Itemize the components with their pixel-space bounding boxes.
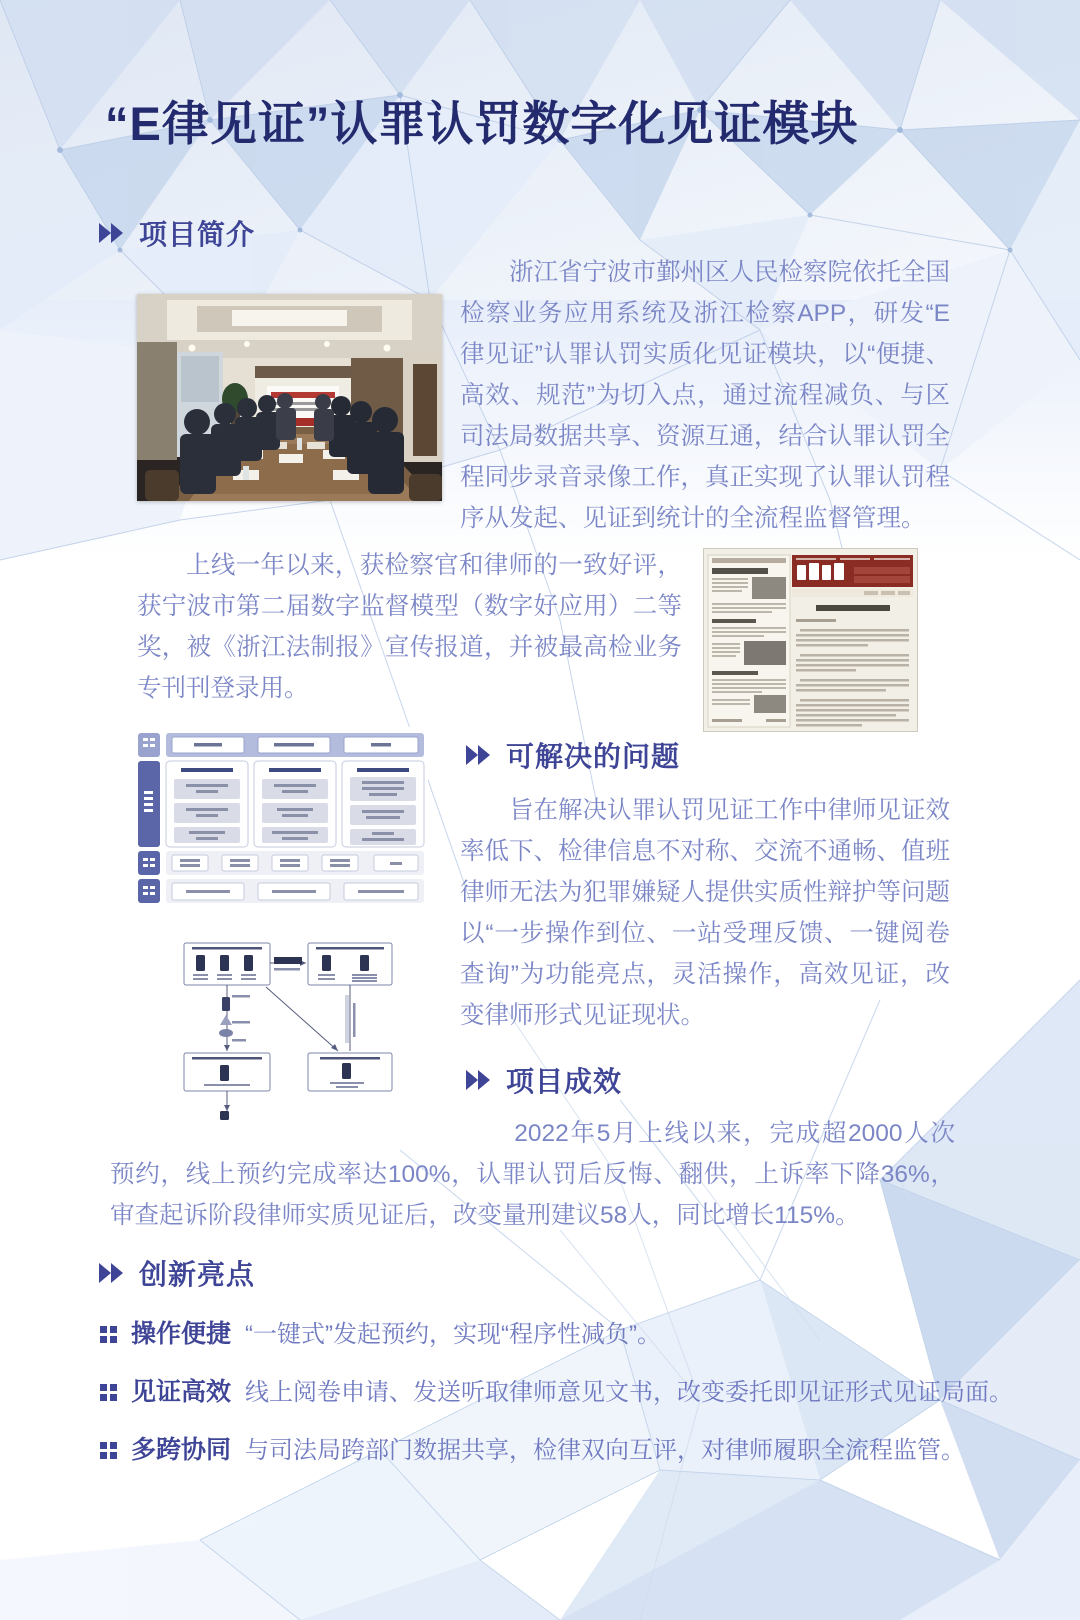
highlight-item-2 xyxy=(100,1372,1013,1408)
highlight-text: “一键式”发起预约，实现“程序性减负”。 xyxy=(245,1321,661,1348)
system-architecture-diagram xyxy=(134,727,428,907)
section-heading-problems xyxy=(465,735,680,775)
intro-paragraph-1: 浙江省宁波市鄞州区人民检察院依托全国检察业务应用系统及浙江检察APP，研发“E律见证”认罪认罚实质化见证模块，以“便捷、高效、规范”为切入点，通过流程减负、与区司法局数据共享、资源互通，结合认罪认罚全程同步录音录像工作，真正实现了认罪认罚程序从发起、见证到统计的全流程监督管理。 xyxy=(460,259,950,532)
newspaper-clipping xyxy=(703,548,918,732)
section-label: 项目简介 xyxy=(139,219,256,250)
double-chevron-right-icon xyxy=(465,1067,495,1093)
four-dot-square-icon xyxy=(100,1384,117,1402)
section-heading-results xyxy=(465,1060,622,1100)
highlight-text: 线上阅卷申请、发送听取律师意见文书，改变委托即见证形式见证局面。 xyxy=(245,1379,1014,1406)
business-flow-diagram xyxy=(170,925,405,1120)
double-chevron-right-icon xyxy=(98,1260,128,1286)
results-paragraph: 2022年5月上线以来，完成超2000人次预约，线上预约完成率达100%，认罪认罚后反悔、翻供，上诉率下降36%，审查起诉阶段律师实质见证后，改变量刑建议58人，同比增长115%。 xyxy=(110,1120,955,1229)
highlight-name: 多跨协同 xyxy=(131,1436,232,1464)
section-heading-highlights xyxy=(98,1253,255,1293)
page-title: “E律见证”认罪认罚数字化见证模块 xyxy=(105,97,859,150)
highlight-text: 与司法局跨部门数据共享，检律双向互评，对律师履职全流程监管。 xyxy=(245,1437,966,1464)
four-dot-square-icon xyxy=(100,1442,117,1460)
double-chevron-right-icon xyxy=(465,742,495,768)
highlight-name: 操作便捷 xyxy=(131,1320,232,1348)
section-label: 可解决的问题 xyxy=(506,741,681,772)
double-chevron-right-icon xyxy=(98,220,128,246)
meeting-room-photo xyxy=(137,294,442,501)
four-dot-square-icon xyxy=(100,1326,117,1344)
section-heading-intro xyxy=(98,213,255,253)
problems-paragraph: 旨在解决认罪认罚见证工作中律师见证效率低下、检律信息不对称、交流不通畅、值班律师无法为犯罪嫌疑人提供实质性辩护等问题以“一步操作到位、一站受理反馈、一键阅卷查询”为功能亮点，灵活操作，高效见证，改变律师形式见证现状。 xyxy=(460,797,950,1029)
highlight-item-3 xyxy=(100,1430,965,1466)
section-label: 项目成效 xyxy=(506,1066,623,1097)
highlight-item-1 xyxy=(100,1314,661,1350)
intro-paragraph-2: 上线一年以来，获检察官和律师的一致好评，获宁波市第二届数字监督模型（数字好应用）二等奖，被《浙江法制报》宣传报道，并被最高检业务专刊刊登录用。 xyxy=(137,552,682,702)
section-label: 创新亮点 xyxy=(139,1259,256,1290)
highlight-name: 见证高效 xyxy=(131,1378,232,1406)
